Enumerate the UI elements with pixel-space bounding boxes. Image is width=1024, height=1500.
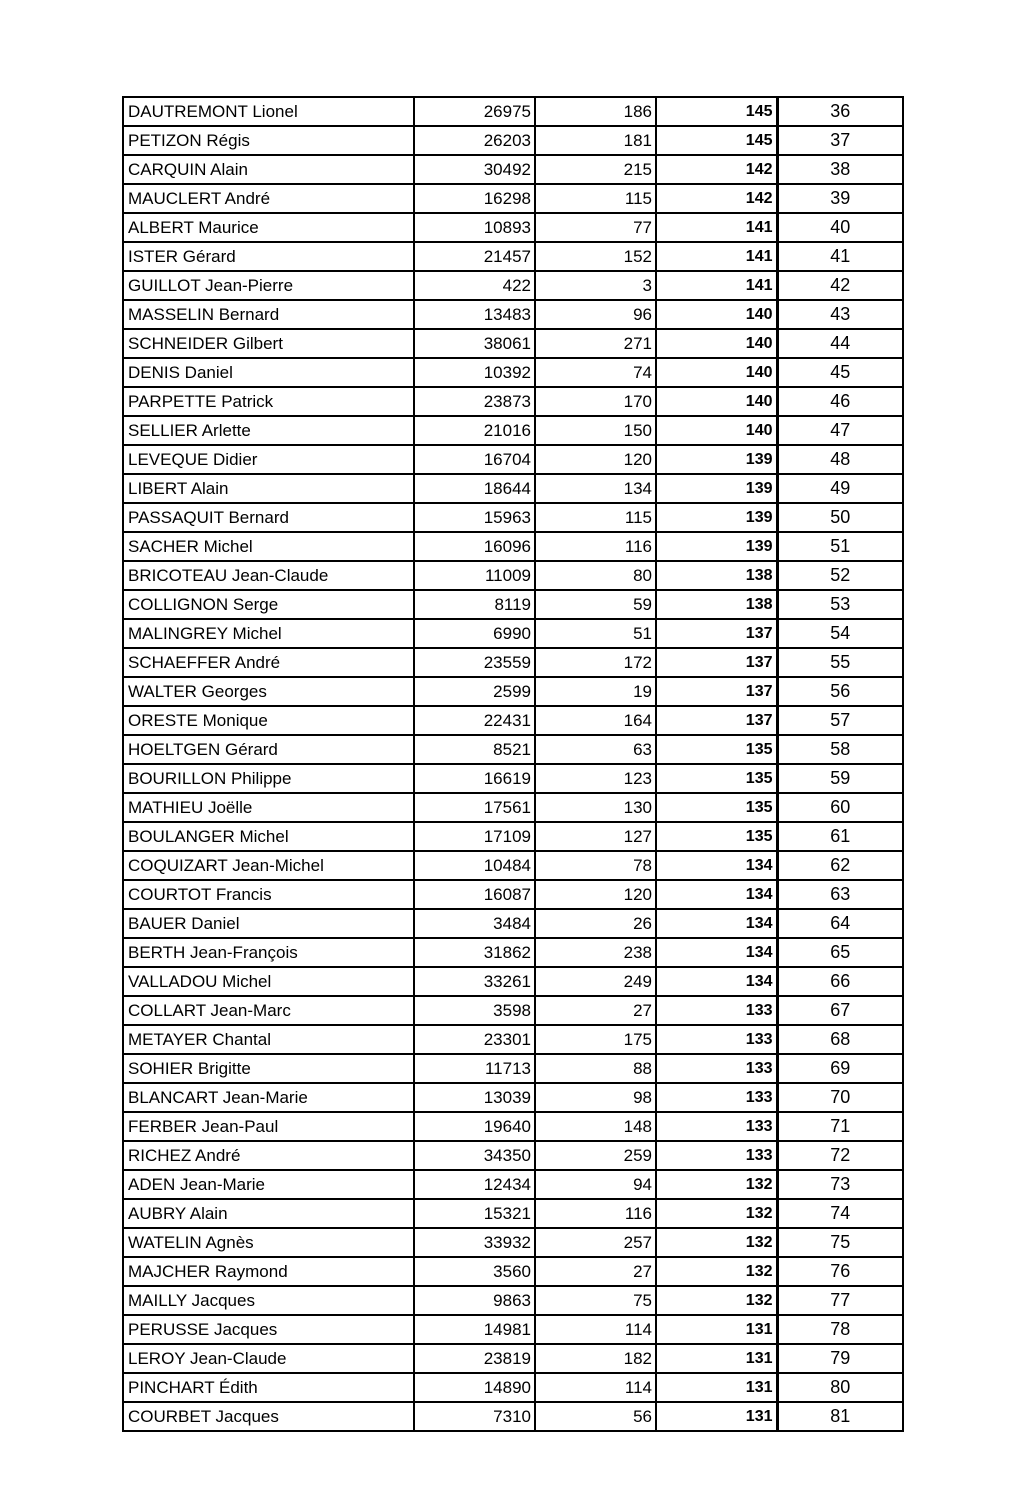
participant-name-cell: PINCHART Édith [123,1373,414,1402]
rank-cell: 68 [777,1025,903,1054]
average-score-cell: 141 [656,213,777,242]
table-row [123,851,903,880]
participant-name-cell: SCHNEIDER Gilbert [123,329,414,358]
rank-cell: 43 [777,300,903,329]
count-value-cell: 120 [535,445,656,474]
participant-name-cell: COQUIZART Jean-Michel [123,851,414,880]
participant-name-cell: LEROY Jean-Claude [123,1344,414,1373]
table-row [123,445,903,474]
count-value-cell: 130 [535,793,656,822]
total-value-cell: 8119 [414,590,535,619]
participant-name-cell: BOULANGER Michel [123,822,414,851]
average-score-cell: 138 [656,590,777,619]
count-value-cell: 59 [535,590,656,619]
ranking-table-body [123,97,903,1431]
count-value-cell: 115 [535,184,656,213]
total-value-cell: 8521 [414,735,535,764]
total-value-cell: 33261 [414,967,535,996]
total-value-cell: 19640 [414,1112,535,1141]
count-value-cell: 134 [535,474,656,503]
participant-name-cell: DAUTREMONT Lionel [123,97,414,126]
participant-name-cell: PETIZON Régis [123,126,414,155]
average-score-cell: 134 [656,967,777,996]
rank-cell: 47 [777,416,903,445]
average-score-cell: 142 [656,155,777,184]
table-row [123,387,903,416]
average-score-cell: 140 [656,358,777,387]
total-value-cell: 23819 [414,1344,535,1373]
rank-cell: 39 [777,184,903,213]
rank-cell: 52 [777,561,903,590]
total-value-cell: 16096 [414,532,535,561]
rank-cell: 80 [777,1373,903,1402]
ranking-table [122,96,904,1432]
total-value-cell: 16087 [414,880,535,909]
participant-name-cell: MAUCLERT André [123,184,414,213]
rank-cell: 77 [777,1286,903,1315]
total-value-cell: 26203 [414,126,535,155]
participant-name-cell: COLLART Jean-Marc [123,996,414,1025]
table-row [123,1054,903,1083]
count-value-cell: 257 [535,1228,656,1257]
table-row [123,938,903,967]
table-row [123,793,903,822]
average-score-cell: 145 [656,97,777,126]
count-value-cell: 115 [535,503,656,532]
count-value-cell: 238 [535,938,656,967]
average-score-cell: 132 [656,1199,777,1228]
table-row [123,706,903,735]
average-score-cell: 140 [656,329,777,358]
average-score-cell: 134 [656,909,777,938]
total-value-cell: 3560 [414,1257,535,1286]
rank-cell: 45 [777,358,903,387]
participant-name-cell: CARQUIN Alain [123,155,414,184]
rank-cell: 37 [777,126,903,155]
rank-cell: 66 [777,967,903,996]
count-value-cell: 3 [535,271,656,300]
participant-name-cell: COURTOT Francis [123,880,414,909]
rank-cell: 51 [777,532,903,561]
participant-name-cell: ALBERT Maurice [123,213,414,242]
participant-name-cell: METAYER Chantal [123,1025,414,1054]
participant-name-cell: SCHAEFFER André [123,648,414,677]
average-score-cell: 141 [656,242,777,271]
average-score-cell: 140 [656,387,777,416]
average-score-cell: 141 [656,271,777,300]
table-row [123,242,903,271]
average-score-cell: 145 [656,126,777,155]
table-row [123,532,903,561]
count-value-cell: 152 [535,242,656,271]
average-score-cell: 139 [656,503,777,532]
rank-cell: 44 [777,329,903,358]
table-row [123,1402,903,1431]
count-value-cell: 74 [535,358,656,387]
participant-name-cell: VALLADOU Michel [123,967,414,996]
table-row [123,213,903,242]
rank-cell: 54 [777,619,903,648]
total-value-cell: 23301 [414,1025,535,1054]
rank-cell: 76 [777,1257,903,1286]
participant-name-cell: BRICOTEAU Jean-Claude [123,561,414,590]
average-score-cell: 132 [656,1257,777,1286]
rank-cell: 67 [777,996,903,1025]
count-value-cell: 182 [535,1344,656,1373]
table-row [123,1257,903,1286]
rank-cell: 70 [777,1083,903,1112]
count-value-cell: 123 [535,764,656,793]
total-value-cell: 9863 [414,1286,535,1315]
average-score-cell: 133 [656,1141,777,1170]
count-value-cell: 148 [535,1112,656,1141]
average-score-cell: 133 [656,1054,777,1083]
average-score-cell: 131 [656,1402,777,1431]
rank-cell: 65 [777,938,903,967]
total-value-cell: 10893 [414,213,535,242]
total-value-cell: 12434 [414,1170,535,1199]
count-value-cell: 114 [535,1315,656,1344]
rank-cell: 50 [777,503,903,532]
average-score-cell: 133 [656,996,777,1025]
total-value-cell: 22431 [414,706,535,735]
participant-name-cell: MASSELIN Bernard [123,300,414,329]
table-row [123,1373,903,1402]
average-score-cell: 131 [656,1315,777,1344]
rank-cell: 46 [777,387,903,416]
rank-cell: 69 [777,1054,903,1083]
count-value-cell: 98 [535,1083,656,1112]
table-row [123,126,903,155]
rank-cell: 78 [777,1315,903,1344]
participant-name-cell: COLLIGNON Serge [123,590,414,619]
total-value-cell: 21457 [414,242,535,271]
count-value-cell: 88 [535,1054,656,1083]
count-value-cell: 51 [535,619,656,648]
total-value-cell: 33932 [414,1228,535,1257]
rank-cell: 41 [777,242,903,271]
average-score-cell: 138 [656,561,777,590]
total-value-cell: 14981 [414,1315,535,1344]
total-value-cell: 31862 [414,938,535,967]
average-score-cell: 140 [656,416,777,445]
table-row [123,1286,903,1315]
average-score-cell: 139 [656,474,777,503]
participant-name-cell: SELLIER Arlette [123,416,414,445]
rank-cell: 81 [777,1402,903,1431]
count-value-cell: 172 [535,648,656,677]
rank-cell: 73 [777,1170,903,1199]
table-row [123,648,903,677]
average-score-cell: 134 [656,938,777,967]
rank-cell: 60 [777,793,903,822]
count-value-cell: 96 [535,300,656,329]
table-row [123,1025,903,1054]
table-row [123,561,903,590]
total-value-cell: 30492 [414,155,535,184]
participant-name-cell: MALINGREY Michel [123,619,414,648]
count-value-cell: 150 [535,416,656,445]
count-value-cell: 27 [535,1257,656,1286]
table-row [123,996,903,1025]
total-value-cell: 23873 [414,387,535,416]
count-value-cell: 56 [535,1402,656,1431]
average-score-cell: 135 [656,822,777,851]
count-value-cell: 186 [535,97,656,126]
count-value-cell: 259 [535,1141,656,1170]
total-value-cell: 6990 [414,619,535,648]
rank-cell: 63 [777,880,903,909]
participant-name-cell: BOURILLON Philippe [123,764,414,793]
rank-cell: 42 [777,271,903,300]
rank-cell: 36 [777,97,903,126]
count-value-cell: 75 [535,1286,656,1315]
count-value-cell: 164 [535,706,656,735]
table-row [123,1315,903,1344]
participant-name-cell: MATHIEU Joëlle [123,793,414,822]
table-row [123,97,903,126]
participant-name-cell: SOHIER Brigitte [123,1054,414,1083]
table-row [123,909,903,938]
rank-cell: 62 [777,851,903,880]
table-row [123,503,903,532]
participant-name-cell: BERTH Jean-François [123,938,414,967]
participant-name-cell: GUILLOT Jean-Pierre [123,271,414,300]
table-row [123,822,903,851]
table-row [123,967,903,996]
total-value-cell: 3598 [414,996,535,1025]
participant-name-cell: PARPETTE Patrick [123,387,414,416]
average-score-cell: 133 [656,1083,777,1112]
participant-name-cell: WALTER Georges [123,677,414,706]
table-row [123,271,903,300]
table-row [123,677,903,706]
average-score-cell: 137 [656,648,777,677]
average-score-cell: 132 [656,1170,777,1199]
average-score-cell: 132 [656,1228,777,1257]
participant-name-cell: COURBET Jacques [123,1402,414,1431]
rank-cell: 49 [777,474,903,503]
total-value-cell: 26975 [414,97,535,126]
participant-name-cell: DENIS Daniel [123,358,414,387]
rank-cell: 71 [777,1112,903,1141]
count-value-cell: 27 [535,996,656,1025]
count-value-cell: 271 [535,329,656,358]
table-row [123,1112,903,1141]
total-value-cell: 13039 [414,1083,535,1112]
total-value-cell: 15321 [414,1199,535,1228]
total-value-cell: 10484 [414,851,535,880]
rank-cell: 40 [777,213,903,242]
count-value-cell: 63 [535,735,656,764]
table-row [123,1141,903,1170]
total-value-cell: 16619 [414,764,535,793]
rank-cell: 59 [777,764,903,793]
count-value-cell: 80 [535,561,656,590]
count-value-cell: 215 [535,155,656,184]
participant-name-cell: ISTER Gérard [123,242,414,271]
count-value-cell: 19 [535,677,656,706]
table-row [123,155,903,184]
table-row [123,1170,903,1199]
average-score-cell: 137 [656,677,777,706]
count-value-cell: 175 [535,1025,656,1054]
total-value-cell: 16704 [414,445,535,474]
rank-cell: 48 [777,445,903,474]
table-row [123,1344,903,1373]
total-value-cell: 13483 [414,300,535,329]
count-value-cell: 120 [535,880,656,909]
average-score-cell: 134 [656,851,777,880]
rank-cell: 61 [777,822,903,851]
count-value-cell: 116 [535,1199,656,1228]
count-value-cell: 77 [535,213,656,242]
table-row [123,880,903,909]
table-row [123,1199,903,1228]
participant-name-cell: SACHER Michel [123,532,414,561]
table-row [123,590,903,619]
table-row [123,184,903,213]
total-value-cell: 16298 [414,184,535,213]
count-value-cell: 114 [535,1373,656,1402]
average-score-cell: 131 [656,1373,777,1402]
average-score-cell: 142 [656,184,777,213]
rank-cell: 58 [777,735,903,764]
participant-name-cell: BLANCART Jean-Marie [123,1083,414,1112]
average-score-cell: 137 [656,706,777,735]
count-value-cell: 181 [535,126,656,155]
participant-name-cell: BAUER Daniel [123,909,414,938]
rank-cell: 38 [777,155,903,184]
table-row [123,1228,903,1257]
table-row [123,1083,903,1112]
total-value-cell: 422 [414,271,535,300]
average-score-cell: 137 [656,619,777,648]
count-value-cell: 127 [535,822,656,851]
participant-name-cell: ORESTE Monique [123,706,414,735]
total-value-cell: 15963 [414,503,535,532]
average-score-cell: 134 [656,880,777,909]
average-score-cell: 135 [656,793,777,822]
participant-name-cell: FERBER Jean-Paul [123,1112,414,1141]
count-value-cell: 26 [535,909,656,938]
count-value-cell: 94 [535,1170,656,1199]
count-value-cell: 249 [535,967,656,996]
average-score-cell: 131 [656,1344,777,1373]
table-row [123,358,903,387]
rank-cell: 53 [777,590,903,619]
average-score-cell: 133 [656,1112,777,1141]
total-value-cell: 3484 [414,909,535,938]
rank-cell: 57 [777,706,903,735]
participant-name-cell: PASSAQUIT Bernard [123,503,414,532]
table-row [123,300,903,329]
average-score-cell: 139 [656,532,777,561]
participant-name-cell: ADEN Jean-Marie [123,1170,414,1199]
total-value-cell: 21016 [414,416,535,445]
total-value-cell: 18644 [414,474,535,503]
rank-cell: 74 [777,1199,903,1228]
count-value-cell: 116 [535,532,656,561]
total-value-cell: 17561 [414,793,535,822]
count-value-cell: 78 [535,851,656,880]
table-row [123,416,903,445]
table-row [123,474,903,503]
total-value-cell: 11713 [414,1054,535,1083]
rank-cell: 75 [777,1228,903,1257]
table-row [123,329,903,358]
table-row [123,619,903,648]
average-score-cell: 139 [656,445,777,474]
total-value-cell: 7310 [414,1402,535,1431]
participant-name-cell: AUBRY Alain [123,1199,414,1228]
rank-cell: 79 [777,1344,903,1373]
participant-name-cell: RICHEZ André [123,1141,414,1170]
total-value-cell: 17109 [414,822,535,851]
total-value-cell: 38061 [414,329,535,358]
total-value-cell: 23559 [414,648,535,677]
rank-cell: 72 [777,1141,903,1170]
total-value-cell: 10392 [414,358,535,387]
total-value-cell: 14890 [414,1373,535,1402]
table-row [123,764,903,793]
participant-name-cell: PERUSSE Jacques [123,1315,414,1344]
participant-name-cell: LEVEQUE Didier [123,445,414,474]
average-score-cell: 135 [656,764,777,793]
average-score-cell: 135 [656,735,777,764]
rank-cell: 55 [777,648,903,677]
rank-cell: 64 [777,909,903,938]
participant-name-cell: LIBERT Alain [123,474,414,503]
participant-name-cell: HOELTGEN Gérard [123,735,414,764]
average-score-cell: 133 [656,1025,777,1054]
rank-cell: 56 [777,677,903,706]
total-value-cell: 11009 [414,561,535,590]
table-row [123,735,903,764]
average-score-cell: 132 [656,1286,777,1315]
participant-name-cell: WATELIN Agnès [123,1228,414,1257]
count-value-cell: 170 [535,387,656,416]
total-value-cell: 2599 [414,677,535,706]
average-score-cell: 140 [656,300,777,329]
participant-name-cell: MAJCHER Raymond [123,1257,414,1286]
participant-name-cell: MAILLY Jacques [123,1286,414,1315]
total-value-cell: 34350 [414,1141,535,1170]
